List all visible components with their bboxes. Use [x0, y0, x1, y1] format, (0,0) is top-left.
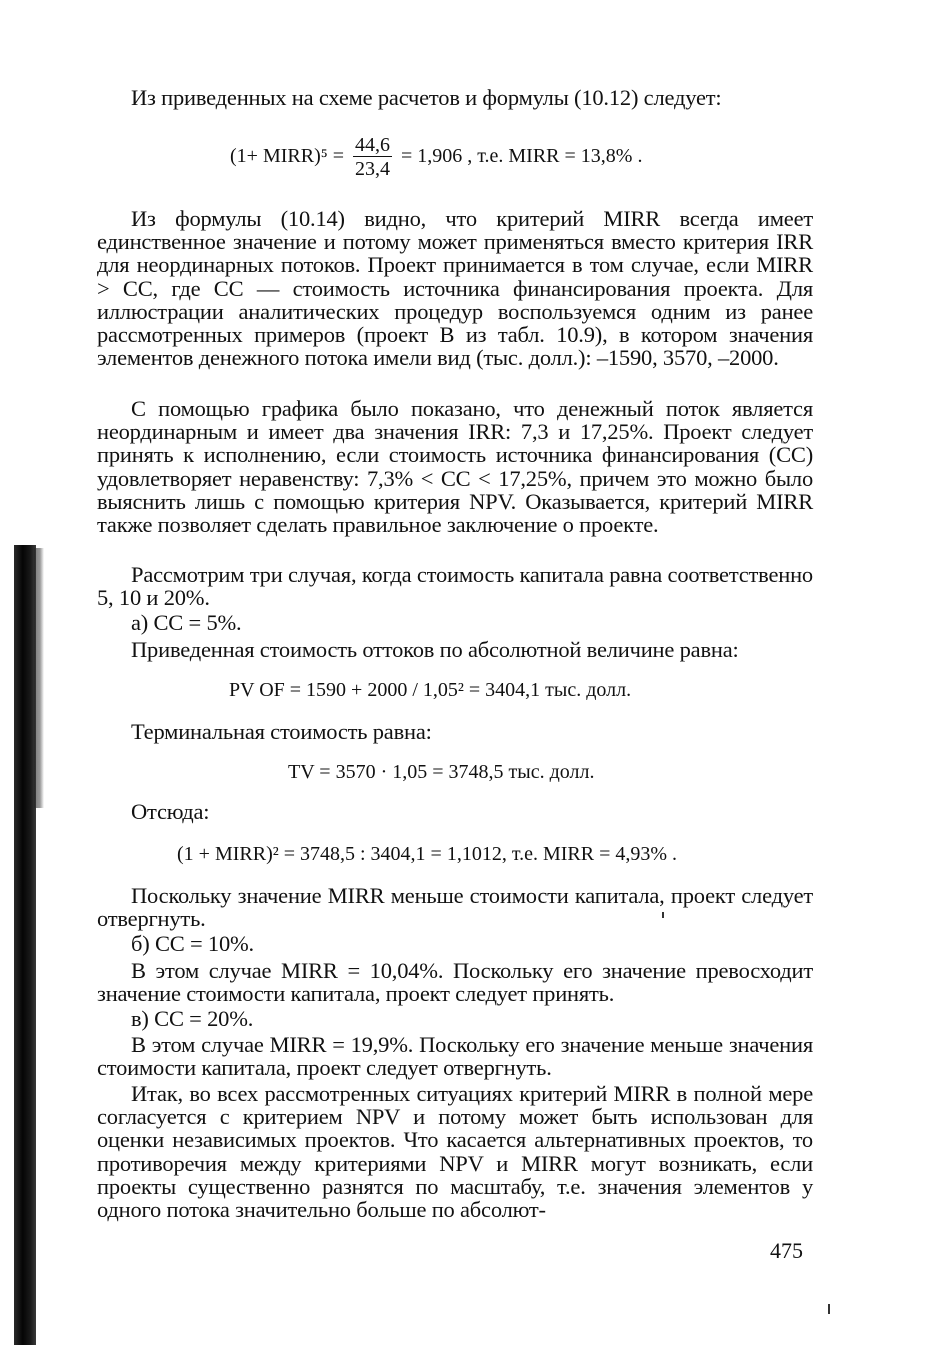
intro-line: Из приведенных на схеме расчетов и формулы (10.12) следует: — [131, 85, 722, 110]
paragraph-graph-irr: С помощью графика было показано, что денежный поток является неординарным и имеет два значения IRR: 7,3 и 17,25%. Проект следует принять к исполнению, если стоимость источника финансирования (CC) удовлетворяет неравенству: 7,3% < CC < 17,25%, причем это можно было выяснить лишь с помощью критерия NPV. Оказывается, критерий MIRR также позволяет сделать правильное заключение о проекте. — [97, 396, 813, 538]
paragraph-case-c: В этом случае MIRR = 19,9%. Поскольку его значение меньше значения стоимости капитала, проект следует отвергнуть. — [97, 1032, 813, 1081]
fraction-denominator: 23,4 — [354, 158, 390, 180]
paragraph-summary: Итак, во всех рассмотренных ситуациях критерий MIRR в полной мере согласуется с критерием NPV и потому может быть использован для оценки независимых проектов. Что касается альтернативных проектов, то противоречия между критериями NPV и MIRR могут возникать, если проекты существенно разнятся по масштабу, т.е. значения элементов у одного потока значительно больше по абсолют- — [97, 1081, 813, 1223]
paragraph-case-a-conclusion: Поскольку значение MIRR меньше стоимости капитала, проект следует отвергнуть. — [97, 883, 813, 932]
paragraph-three-cases: Рассмотрим три случая, когда стоимость капитала равна соответственно 5, 10 и 20%. — [97, 562, 813, 611]
page-binding-shadow — [14, 545, 36, 1345]
paragraph-pv-outflows: Приведенная стоимость оттоков по абсолютной величине равна: — [131, 637, 739, 662]
case-c-heading: в) CC = 20%. — [131, 1006, 254, 1031]
fraction-numerator: 44,6 — [354, 134, 390, 156]
page-binding-edge — [34, 548, 44, 808]
formula-mirr-case-a: (1 + MIRR)² = 3748,5 : 3404,1 = 1,1012, т.е. MIRR = 4,93% . — [177, 843, 678, 865]
formula-tv: TV = 3570 · 1,05 = 3748,5 тыс. долл. — [288, 761, 595, 783]
formula-mirr-definition — [230, 134, 642, 181]
paragraph-mirr-property: Из формулы (10.14) видно, что критерий MIRR всегда имеет единственное значение и потому может применяться вместо критерия IRR для неординарных потоков. Проект принимается в том случае, если MIRR > CC, где CC — стоимость источника финансирования проекта. Для иллюстрации аналитических процедур воспользуемся одним из ранее рассмотренных примеров (проект B из табл. 10.9), в котором значения элементов денежного потока имели вид (тыс. долл.): –1590, 3570, –2000. — [97, 206, 813, 371]
formula-pv-of: PV OF = 1590 + 2000 / 1,05² = 3404,1 тыс. долл. — [229, 679, 632, 701]
formula-fraction — [353, 134, 392, 181]
formula-rhs: = 1,906 , т.е. MIRR = 13,8% . — [400, 145, 643, 168]
formula-lhs: (1+ MIRR)⁵ = — [230, 145, 344, 168]
scan-speck — [828, 1304, 830, 1314]
paragraph-hence: Отсюда: — [131, 799, 210, 824]
case-a-heading: а) CC = 5%. — [131, 610, 242, 635]
paragraph-case-b: В этом случае MIRR = 10,04%. Поскольку его значение превосходит значение стоимости капитала, проект следует принять. — [97, 958, 813, 1007]
case-b-heading: б) CC = 10%. — [131, 931, 254, 956]
paragraph-terminal-value: Терминальная стоимость равна: — [131, 719, 432, 744]
scan-speck — [662, 912, 664, 918]
page-number: 475 — [770, 1238, 803, 1263]
